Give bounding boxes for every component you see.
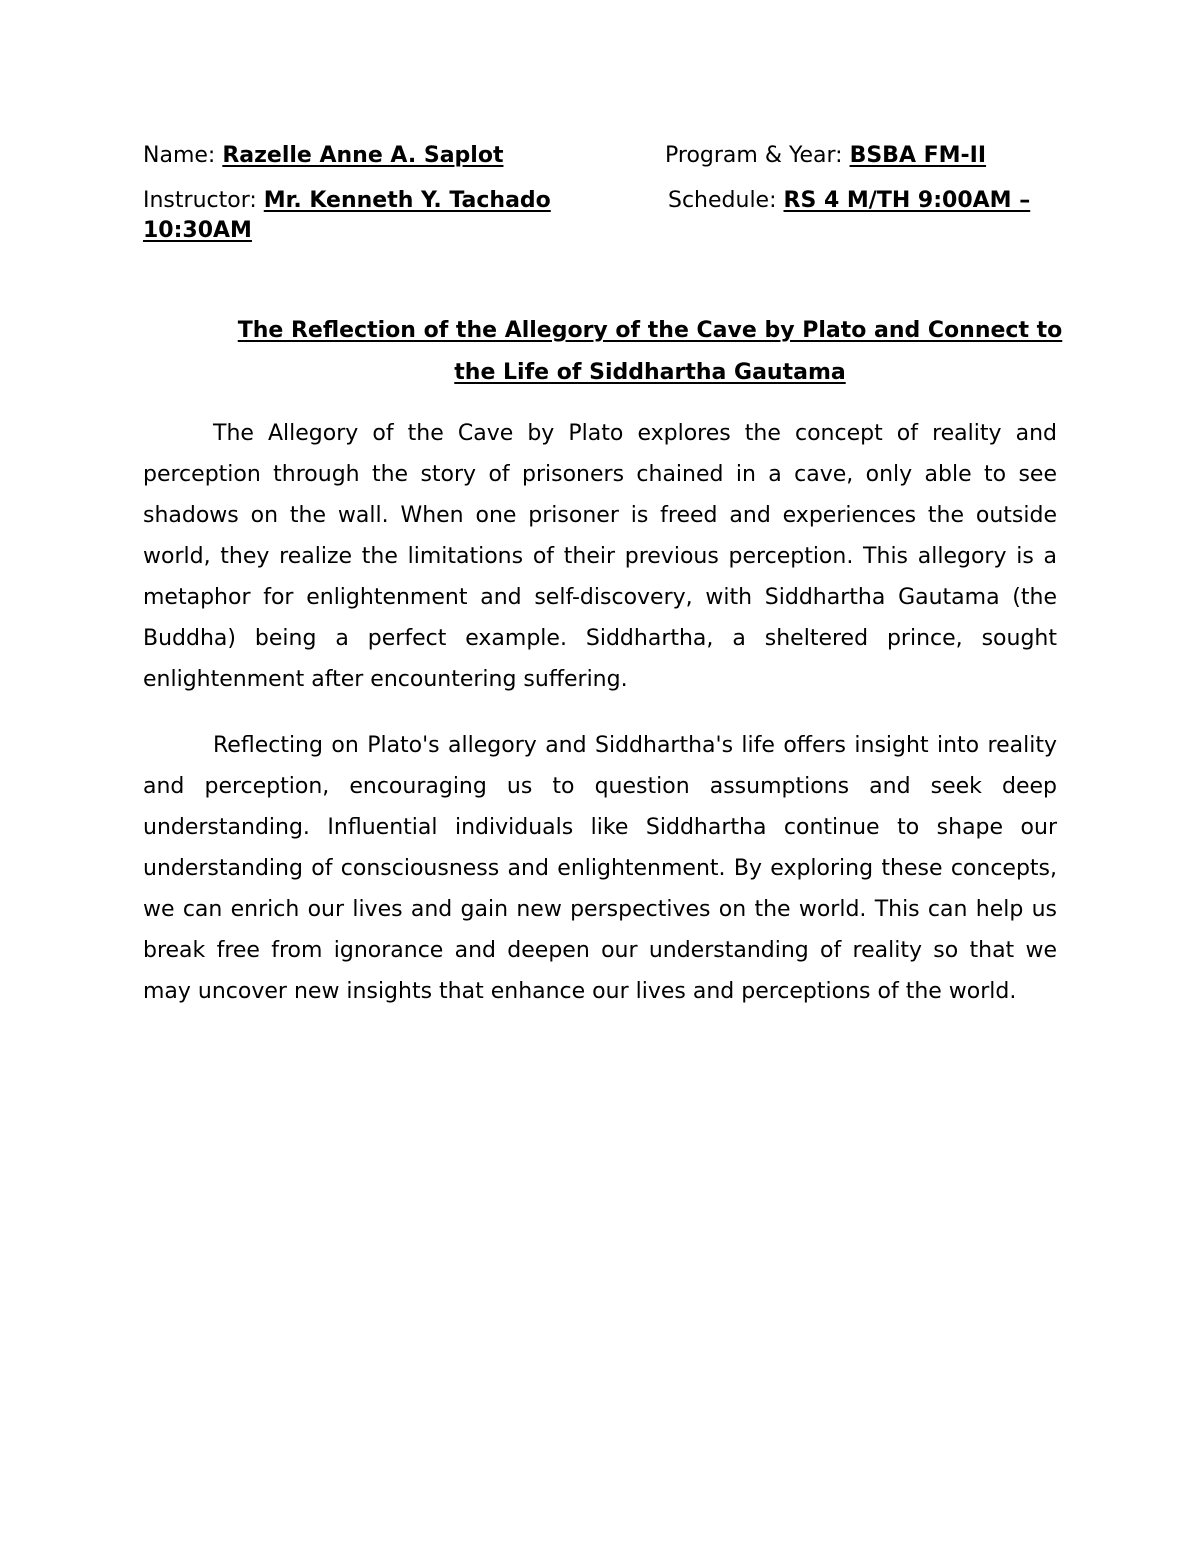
instructor-name: Mr. Kenneth Y. Tachado xyxy=(263,188,551,213)
instructor-line xyxy=(143,186,551,216)
document-title xyxy=(143,310,1157,394)
body-paragraph-1: The Allegory of the Cave by Plato explores the concept of reality and perception through the story of prisoners chained in a cave, only able to see shadows on the wall. When one prisoner is freed and experiences the outside world, they realize the limitations of their previous perception. This allegory is a metaphor for enlightenment and self-discovery, with Siddhartha Gautama (the Buddha) being a perfect example. Siddhartha, a sheltered prince, sought enlightenment after encountering suffering. xyxy=(143,421,1057,692)
program-year: BSBA FM-II xyxy=(849,143,987,168)
schedule-label: Schedule: xyxy=(668,188,784,213)
body-paragraph-2: Reflecting on Plato's allegory and Siddhartha's life offers insight into reality and perception, encouraging us to question assumptions and seek deep understanding. Influential individuals like Siddhartha continue to shape our understanding of consciousness and enlightenment. By exploring these concepts, we can enrich our lives and gain new perspectives on the world. This can help us break free from ignorance and deepen our understanding of reality so that we may uncover new insights that enhance our lives and perceptions of the world. xyxy=(143,733,1057,1004)
program-label: Program & Year: xyxy=(665,143,850,168)
schedule-continuation-line xyxy=(143,216,252,246)
name-label: Name: xyxy=(143,143,223,168)
schedule-line xyxy=(668,186,1030,216)
instructor-label: Instructor: xyxy=(143,188,264,213)
schedule-value: RS 4 M/TH 9:00AM – xyxy=(783,188,1031,213)
name-line xyxy=(143,141,503,171)
title-line-1: The Reflection of the Allegory of the Cave by Plato and Connect to xyxy=(237,318,1063,343)
schedule-value-continuation: 10:30AM xyxy=(143,218,252,243)
title-line-2: the Life of Siddhartha Gautama xyxy=(454,360,846,385)
student-name: Razelle Anne A. Saplot xyxy=(222,143,504,168)
program-line xyxy=(665,141,986,171)
